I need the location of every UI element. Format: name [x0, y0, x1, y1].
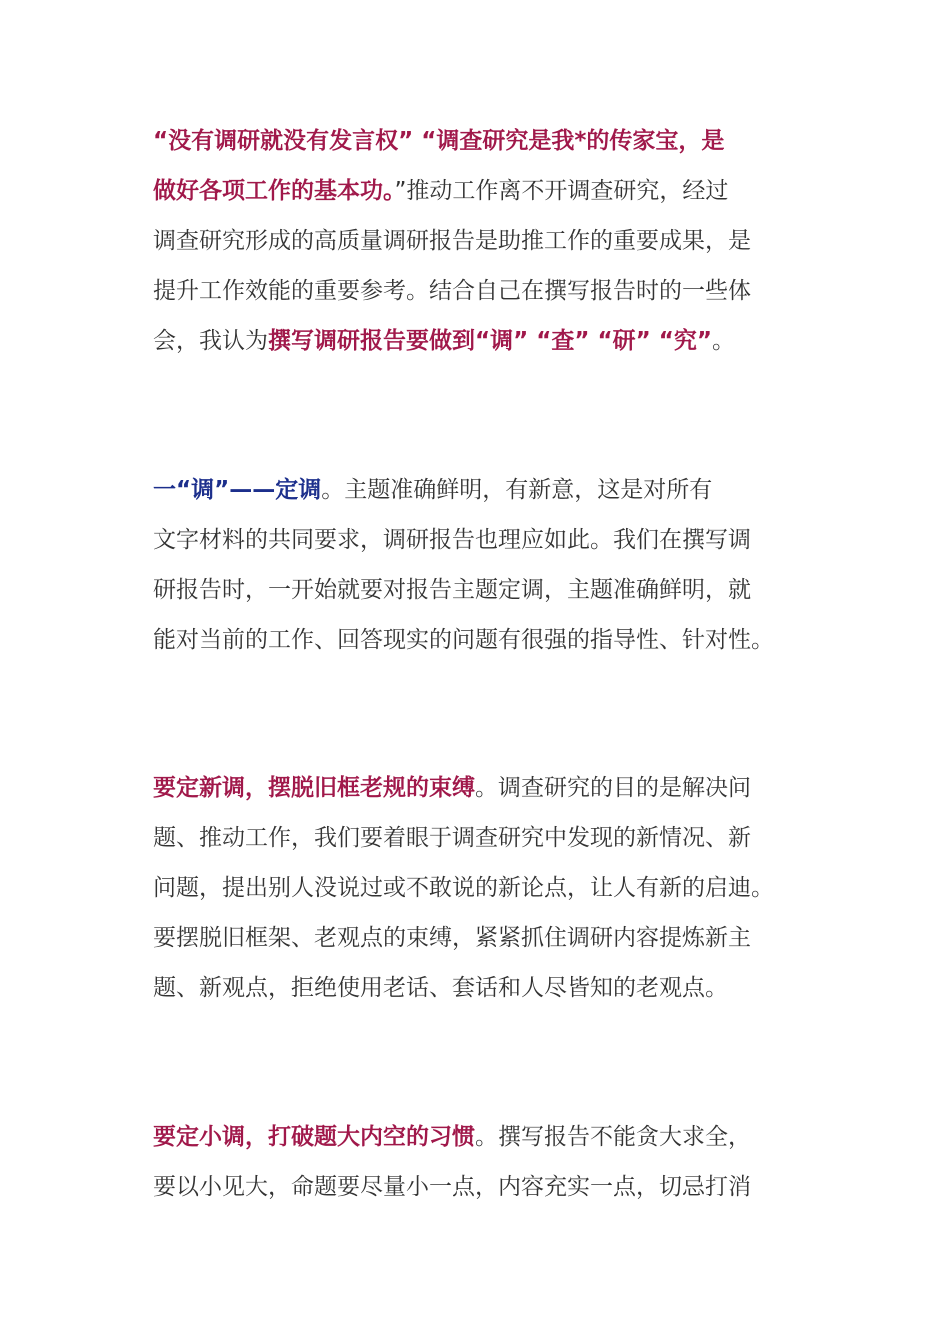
section-1-paragraph — [153, 465, 813, 665]
section-2-line-1 — [153, 763, 813, 813]
section-1-heading: 一“调”——定调 — [153, 477, 322, 503]
intro-text-end: 。 — [711, 328, 735, 354]
section-3-text: 要以小见大，命题要尽量小一点，内容充实一点，切忌打消 — [153, 1174, 751, 1200]
intro-line-1 — [153, 116, 813, 166]
section-1-text: 研报告时，一开始就要对报告主题定调，主题准确鲜明，就 — [153, 577, 751, 603]
section-2-subheading: 要定新调，摆脱旧框老规的束缚 — [153, 775, 475, 801]
section-1-text: 能对当前的工作、回答现实的问题有很强的指导性、针对性。 — [153, 627, 774, 653]
section-2-line-2 — [153, 813, 813, 863]
section-1-line-4 — [153, 615, 813, 665]
section-2-text: 问题，提出别人没说过或不敢说的新论点，让人有新的启迪。 — [153, 875, 774, 901]
intro-quote-highlight: “没有调研就没有发言权” “调查研究是我*的传家宝，是 — [153, 128, 725, 154]
intro-line-2 — [153, 166, 813, 216]
section-2-text: 。调查研究的目的是解决问 — [475, 775, 751, 801]
intro-text: ”推动工作离不开调查研究，经过 — [394, 178, 729, 204]
intro-text: 调查研究形成的高质量调研报告是助推工作的重要成果，是 — [153, 228, 751, 254]
intro-quote-highlight-end: 做好各项工作的基本功。 — [153, 178, 395, 204]
section-2-text: 要摆脱旧框架、老观点的束缚，紧紧抓住调研内容提炼新主 — [153, 925, 751, 951]
section-3-subheading: 要定小调，打破题大内空的习惯 — [153, 1124, 475, 1150]
section-3-line-2 — [153, 1162, 813, 1212]
intro-paragraph — [153, 116, 813, 366]
section-3-line-1 — [153, 1112, 813, 1162]
section-2-text: 题、推动工作，我们要着眼于调查研究中发现的新情况、新 — [153, 825, 751, 851]
section-1-line-3 — [153, 565, 813, 615]
section-1-text: 文字材料的共同要求，调研报告也理应如此。我们在撰写调 — [153, 527, 751, 553]
intro-line-5 — [153, 316, 813, 366]
intro-thesis-highlight: 撰写调研报告要做到“调” “查” “研” “究” — [268, 328, 712, 354]
section-1-line-2 — [153, 515, 813, 565]
intro-line-3 — [153, 216, 813, 266]
section-2-line-4 — [153, 913, 813, 963]
section-3-text: 。撰写报告不能贪大求全， — [475, 1124, 751, 1150]
section-1-line-1 — [153, 465, 813, 515]
section-2-line-3 — [153, 863, 813, 913]
intro-text: 提升工作效能的重要参考。结合自己在撰写报告时的一些体 — [153, 278, 751, 304]
section-2-line-5 — [153, 963, 813, 1013]
intro-text: 会，我认为 — [153, 328, 268, 354]
intro-line-4 — [153, 266, 813, 316]
section-2-text: 题、新观点，拒绝使用老话、套话和人尽皆知的老观点。 — [153, 975, 728, 1001]
section-1-text: 。主题准确鲜明，有新意，这是对所有 — [321, 477, 713, 503]
section-3-paragraph — [153, 1112, 813, 1212]
section-2-paragraph — [153, 763, 813, 1013]
